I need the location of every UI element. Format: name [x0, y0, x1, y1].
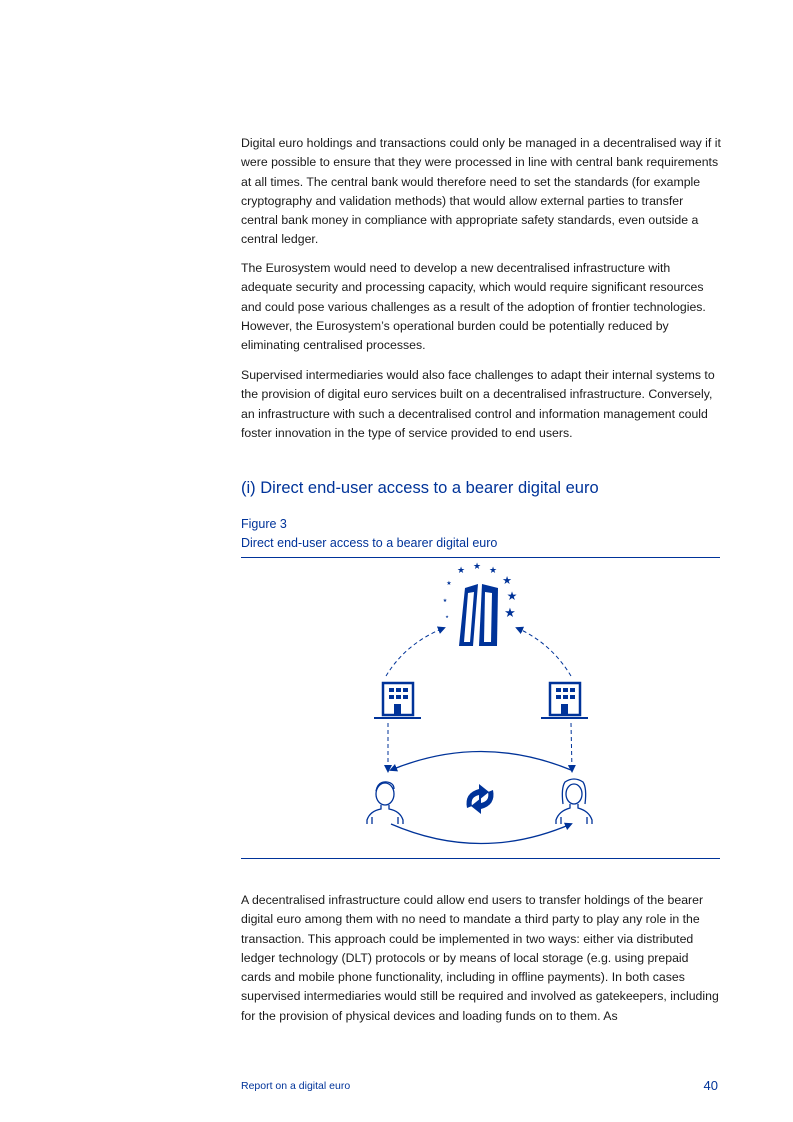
- arrow-user-to-user-bottom: [391, 824, 571, 844]
- svg-text:★: ★: [504, 605, 516, 620]
- male-user-icon: [367, 782, 403, 824]
- arrow-bank-right-to-ecb: [517, 628, 571, 676]
- paragraph-2: The Eurosystem would need to develop a new decentralised infrastructure with adequate security and processing capacity, which would require significant resources and could pose various challenges as a result of the adoption of frontier technologies. However, the Eurosystem’s operational burden could be potentially reduced by eliminating centralised processes.: [241, 261, 706, 353]
- ecb-tower-icon: [459, 584, 498, 646]
- paragraph-3: Supervised intermediaries would also face challenges to adapt their internal systems to the provision of digital euro services built on a decentralised infrastructure. Conversely, an infrastructure with such a decentralised control and information management could foster innovation in the type of service provided to end users.: [241, 368, 715, 440]
- figure-caption: Direct end-user access to a bearer digital euro: [241, 536, 498, 550]
- svg-text:★: ★: [502, 575, 512, 587]
- svg-text:★: ★: [488, 565, 498, 575]
- figure-diagram: [241, 558, 720, 858]
- svg-text:★: ★: [442, 598, 448, 604]
- arrow-user-to-user-top: [391, 752, 571, 771]
- female-user-icon: [556, 779, 592, 824]
- exchange-arrows-icon: [467, 784, 494, 814]
- svg-text:★: ★: [446, 581, 452, 587]
- arrow-bank-right-to-user: [571, 723, 572, 771]
- bank-building-icon: [374, 683, 421, 718]
- figure-bottom-rule: [241, 858, 720, 859]
- svg-text:★: ★: [445, 614, 449, 619]
- svg-text:★: ★: [472, 561, 482, 571]
- section-heading: (i) Direct end-user access to a bearer digital euro: [241, 479, 599, 497]
- footer-report-title: Report on a digital euro: [241, 1080, 351, 1092]
- svg-text:★: ★: [506, 589, 518, 603]
- paragraph-4: A decentralised infrastructure could allow end users to transfer holdings of the bearer digital euro among them with no need to mandate a third party to play any role in the transaction. This approach could be implemented in two ways: either via distributed ledger technology (DLT) protocols or by means of local storage (e.g. using prepaid cards and mobile phone functionality, including in offline payments). In both cases supervised intermediaries would still be required and involved as gatekeepers, including for the provision of physical devices and loading funds on to them. As: [241, 893, 719, 1023]
- page-number: 40: [703, 1078, 718, 1093]
- star-circle-icon: [443, 561, 518, 620]
- figure-label: Figure 3: [241, 517, 287, 531]
- paragraph-1: Digital euro holdings and transactions could only be managed in a decentralised way if it were possible to ensure that they were processed in line with central bank requirements at all times. The central bank would therefore need to set the standards (for example cryptography and validation methods) that would allow external parties to transfer central bank money in compliance with appropriate safety standards, even outside a central ledger.: [241, 136, 721, 247]
- arrow-bank-left-to-ecb: [386, 628, 444, 676]
- svg-text:★: ★: [456, 565, 466, 575]
- bank-building-icon: [541, 683, 588, 718]
